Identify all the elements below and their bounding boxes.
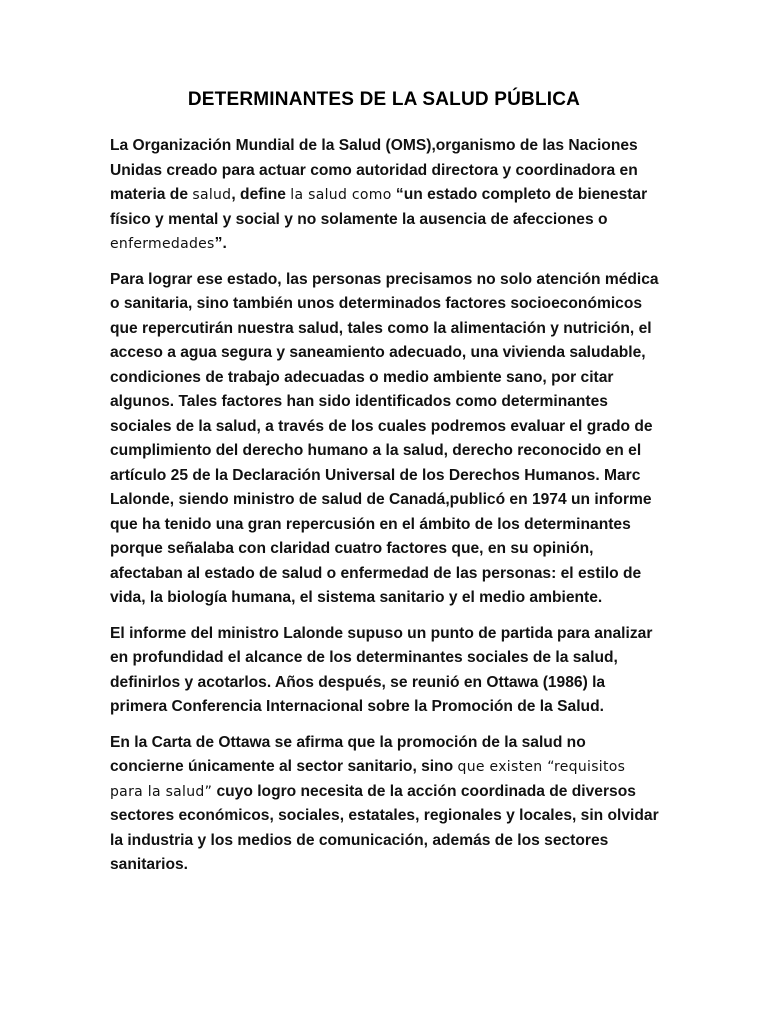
paragraph-1-text-a: La Organización Mundial de la Salud (OMS),organismo de las Naciones Unidas creado para actuar como autoridad directora y coordinadora en materia de: [110, 137, 638, 203]
paragraph-1-text-c: “un estado completo de bienestar físico y mental y social y no solamente la ausencia de afecciones o: [110, 186, 648, 228]
paragraph-lalonde-report: El informe del ministro Lalonde supuso un punto de partida para analizar en profundidad el alcance de los determinantes sociales de la salud, definirlos y acotarlos. Años después, se reunió en Ottawa (1986) la primera Conferencia Internacional sobre la Promoción de la Salud.: [110, 624, 653, 715]
paragraph-1-text-d: ”.: [214, 235, 227, 252]
paragraph-1-alt-font-a: salud: [192, 187, 232, 203]
document-title: DETERMINANTES DE LA SALUD PÚBLICA: [187, 89, 581, 110]
paragraph-determinants: Para lograr ese estado, las personas precisamos no solo atención médica o sanitaria, sino también unos determinados factores socioeconómicos que repercutirán nuestra salud, tales como la alimentación y nutrición, el acceso a agua segura y saneamiento adecuado, una vivienda saludable, condiciones de trabajo adecuadas o medio ambiente sano, por citar algunos. Tales factores han sido identificados como determinantes sociales de la salud, a través de los cuales podremos evaluar el grado de cumplimiento del derecho humano a la salud, derecho reconocido en el artículo 25 de la Declaración Universal de los Derechos Humanos. Marc Lalonde, siendo ministro de salud de Canadá,publicó en 1974 un informe que ha tenido una gran repercusión en el ámbito de los determinantes porque señalaba con claridad cuatro factores que, en su opinión, afectaban al estado de salud o enfermedad de las personas: el estilo de vida, la biología humana, el sistema sanitario y el medio ambiente.: [110, 270, 659, 606]
paragraph-oms-definition: [110, 134, 662, 257]
paragraph-ottawa-charter: [110, 731, 662, 878]
paragraph-1-text-b: , define: [231, 186, 291, 203]
paragraph-1-alt-font-c: enfermedades: [110, 236, 215, 252]
paragraph-4-alt-font-a: que existen “requisitos para la salud”: [110, 759, 626, 800]
paragraph-4-text-b: cuyo logro necesita de la acción coordinada de diversos sectores económicos, sociales, estatales, regionales y locales, sin olvidar la industria y los medios de comunicación, además de los sectores sanitarios.: [110, 782, 659, 873]
paragraph-4-text-a: En la Carta de Ottawa se afirma que la promoción de la salud no concierne únicamente al sector sanitario, sino: [110, 733, 586, 775]
paragraph-1-alt-font-b: la salud como: [290, 187, 392, 203]
document-body: [110, 134, 662, 889]
